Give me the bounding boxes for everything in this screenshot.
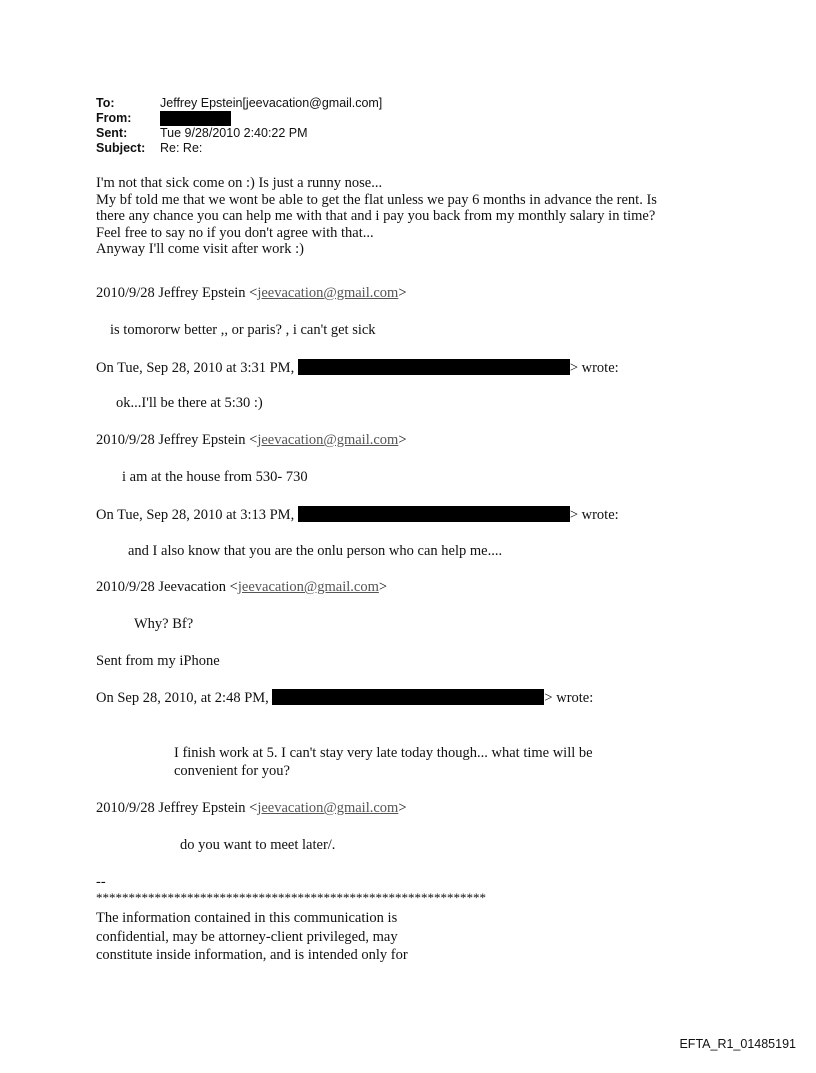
message-line: Anyway I'll come visit after work :)	[96, 241, 304, 257]
quoted-text: convenient for you?	[174, 763, 290, 779]
quote-header-prefix: 2010/9/28 Jeffrey Epstein <	[96, 800, 258, 816]
from-label: From:	[96, 111, 132, 125]
email-header	[96, 96, 382, 156]
quoted-text: ok...I'll be there at 5:30 :)	[116, 395, 263, 411]
sent-value: Tue 9/28/2010 2:40:22 PM	[160, 126, 308, 140]
quoted-text: I finish work at 5. I can't stay very late today though... what time will be	[174, 745, 593, 761]
wrote-prefix: On Tue, Sep 28, 2010 at 3:13 PM,	[96, 507, 295, 523]
signature-separator: --	[96, 874, 106, 890]
email-link[interactable]: jeevacation@gmail.com	[237, 579, 379, 595]
disclaimer-line: The information contained in this communication is	[96, 910, 398, 926]
quoted-text: do you want to meet later/.	[180, 837, 336, 853]
to-label: To:	[96, 96, 115, 110]
message-line: Feel free to say no if you don't agree with that...	[96, 224, 374, 241]
sent-from-line: Sent from my iPhone	[96, 653, 220, 669]
quoted-text: is tomororw better ,, or paris? , i can't get sick	[110, 322, 376, 338]
redaction-box	[298, 359, 570, 375]
quote-header-prefix: 2010/9/28 Jeevacation <	[96, 579, 238, 595]
email-link[interactable]: jeevacation@gmail.com	[257, 285, 399, 301]
from-row	[96, 111, 382, 126]
subject-row	[96, 141, 382, 156]
subject-label: Subject:	[96, 141, 146, 155]
redaction-box	[272, 689, 544, 705]
quote-header	[96, 432, 407, 449]
to-value: Jeffrey Epstein[jeevacation@gmail.com]	[160, 96, 383, 110]
wrote-line	[96, 689, 593, 707]
redaction-box	[160, 111, 231, 126]
wrote-suffix: > wrote:	[569, 360, 619, 376]
quote-header-suffix: >	[398, 800, 407, 816]
sent-label: Sent:	[96, 126, 128, 140]
wrote-line	[96, 359, 619, 377]
email-link[interactable]: jeevacation@gmail.com	[257, 800, 399, 816]
document-id: EFTA_R1_01485191	[679, 1037, 796, 1051]
quote-header	[96, 579, 387, 596]
quoted-text: i am at the house from 530- 730	[122, 469, 308, 485]
message-line: My bf told me that we wont be able to get the flat unless we pay 6 months in advance the rent. Is	[96, 191, 657, 208]
quote-header-prefix: 2010/9/28 Jeffrey Epstein <	[96, 285, 258, 301]
to-row	[96, 96, 382, 111]
quote-header	[96, 285, 407, 302]
quoted-text: Why? Bf?	[134, 616, 194, 632]
quote-header-suffix: >	[398, 432, 407, 448]
message-paragraph	[96, 175, 756, 258]
wrote-line	[96, 506, 619, 524]
wrote-suffix: > wrote:	[544, 690, 594, 706]
disclaimer-line: confidential, may be attorney-client privileged, may	[96, 929, 398, 945]
message-line: I'm not that sick come on :) Is just a runny nose...	[96, 175, 383, 191]
star-divider: ************************************************************	[96, 890, 486, 905]
message-line: there any chance you can help me with that and i pay you back from my monthly salary in time?	[96, 208, 656, 224]
sent-row	[96, 126, 382, 141]
email-link[interactable]: jeevacation@gmail.com	[257, 432, 399, 448]
disclaimer-line: constitute inside information, and is intended only for	[96, 947, 408, 963]
quote-header-suffix: >	[378, 579, 388, 595]
quoted-text: and I also know that you are the onlu person who can help me....	[128, 543, 503, 559]
wrote-suffix: > wrote:	[569, 507, 619, 523]
quote-header	[96, 800, 407, 817]
wrote-prefix: On Sep 28, 2010, at 2:48 PM,	[96, 690, 269, 706]
redaction-box	[298, 506, 570, 522]
subject-value: Re: Re:	[160, 141, 203, 155]
quote-header-suffix: >	[398, 285, 407, 301]
quote-header-prefix: 2010/9/28 Jeffrey Epstein <	[96, 432, 258, 448]
wrote-prefix: On Tue, Sep 28, 2010 at 3:31 PM,	[96, 360, 295, 376]
